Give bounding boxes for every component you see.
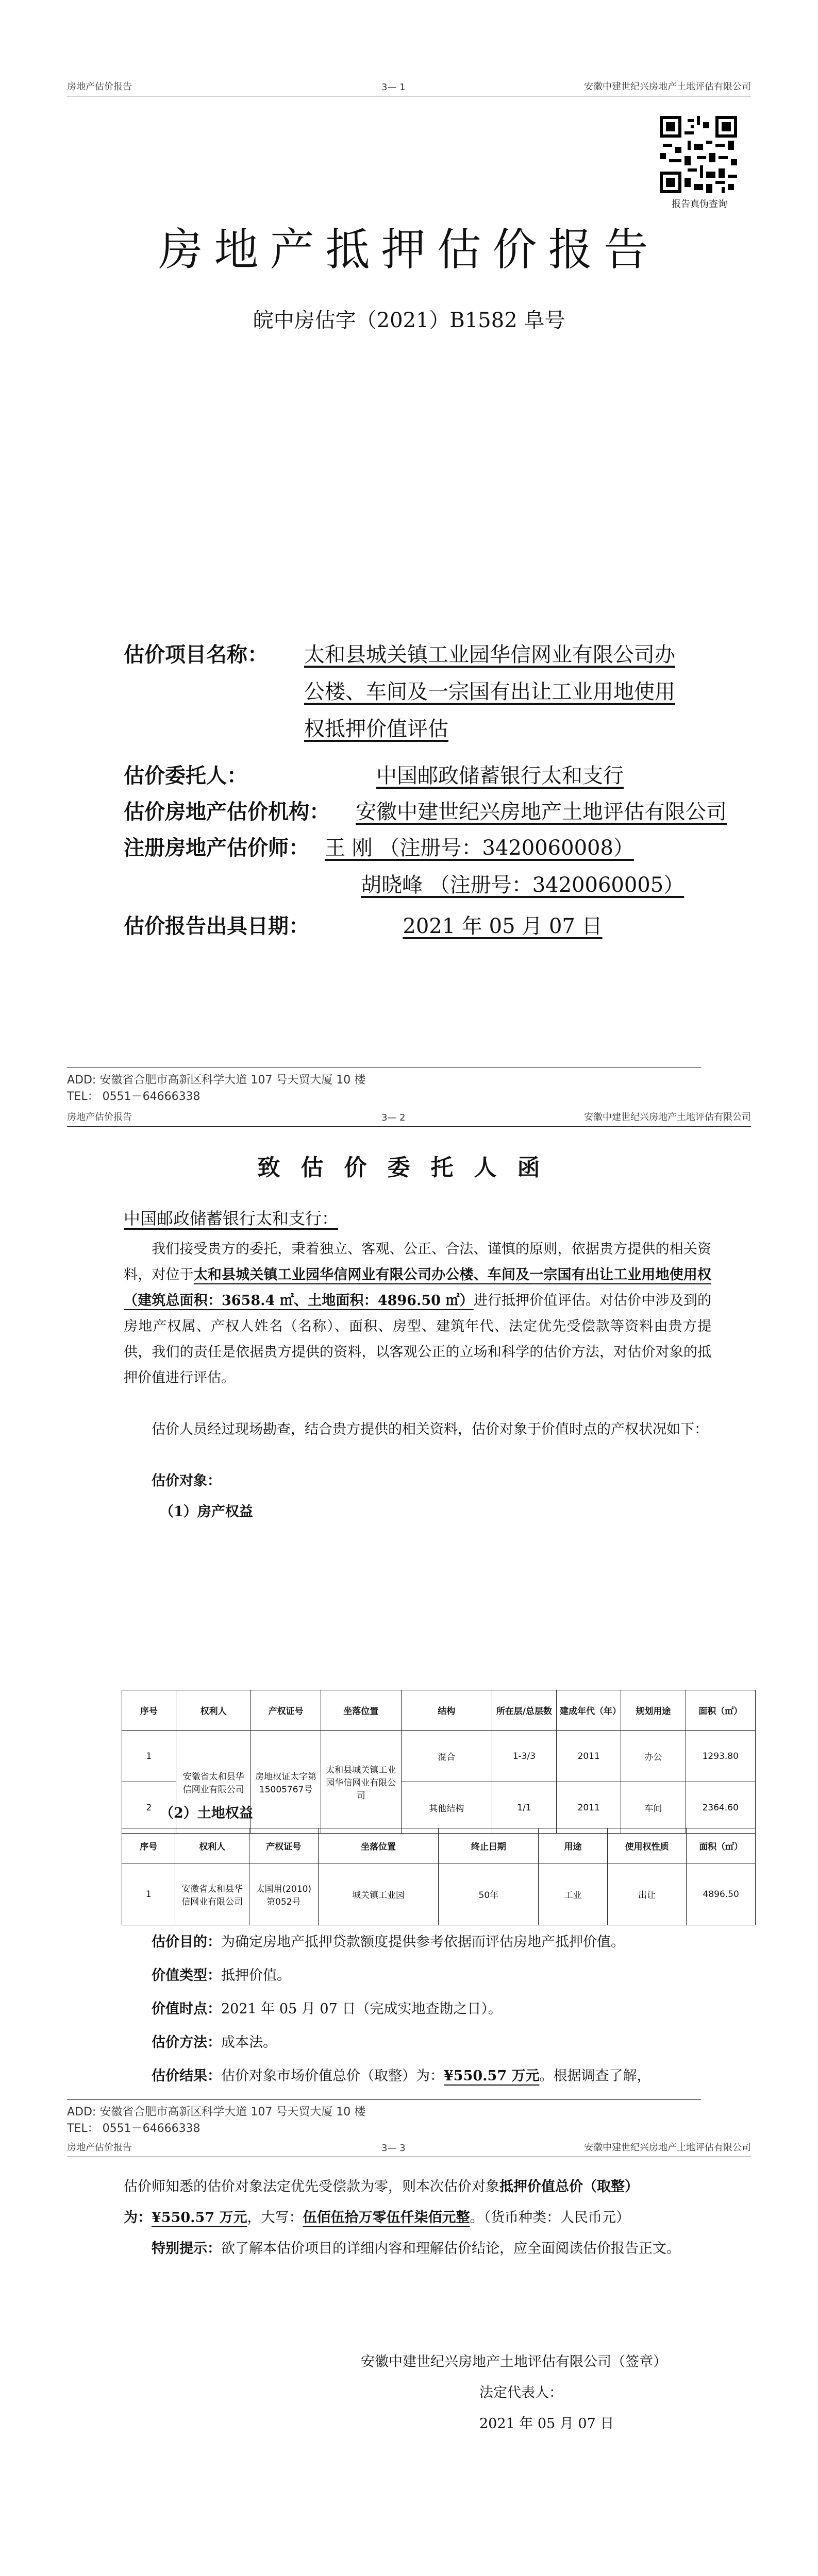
table-cell: 2011 (557, 1731, 621, 1782)
table-cell: 车间 (621, 1782, 686, 1834)
table-row (122, 1863, 756, 1925)
table-cell: 房地权证太字第15005767号 (251, 1731, 321, 1834)
table-cell: 1 (122, 1731, 176, 1782)
table-header: 面积（㎡） (686, 1690, 755, 1731)
purpose-line: 估价目的：为确定房地产抵押贷款额度提供参考依据而评估房地产抵押价值。 (152, 1934, 625, 1950)
footer-address: ADD: 安徽省合肥市高新区科学大道 107 号天贸大厦 10 楼 (67, 2106, 366, 2119)
page-footer (67, 1067, 701, 1105)
signer-company: 安徽中建世纪兴房地产土地评估有限公司（签章） (361, 2354, 667, 2370)
project-name-line3: 权抵押价值评估 (304, 717, 448, 741)
report-title: 房地产抵押估价报告 (158, 224, 660, 276)
qr-caption: 报告真伪查询 (672, 199, 727, 210)
appraiser-2: 胡晓峰 （注册号：3420060005） (361, 873, 685, 897)
mortgage-value-line-2: 为：¥550.57 万元，大写：伍佰伍拾万零伍仟柒佰元整。（货币种类：人民币元） (124, 2210, 630, 2226)
table-cell: 城关镇工业园 (318, 1863, 439, 1925)
legal-representative: 法定代表人： (479, 2385, 563, 2401)
value-type-line: 价值类型：抵押价值。 (152, 1968, 291, 1984)
appraiser-1: 王 刚 （注册号：3420060008） (325, 836, 634, 860)
letter-paragraph-2: 估价人员经过现场勘查，结合贵方提供的相关资料，估价对象于价值时点的产权状况如下： (152, 1421, 708, 1437)
table-cell: 太国用(2010)第052号 (249, 1863, 318, 1925)
client-value: 中国邮政储蓄银行太和支行 (376, 764, 624, 788)
table-cell: 安徽省太和县华信网业有限公司 (176, 1731, 251, 1834)
page-header (67, 2138, 751, 2157)
table-cell: 其他结构 (401, 1782, 492, 1834)
appraiser-label: 注册房地产估价师： (124, 836, 309, 860)
sign-date: 2021 年 05 月 07 日 (479, 2416, 614, 2432)
table-cell: 混合 (401, 1731, 492, 1782)
header-right: 安徽中建世纪兴房地产土地评估有限公司 (584, 2142, 751, 2153)
header-left: 房地产估价报告 (67, 2142, 132, 2153)
table-header: 序号 (122, 1828, 175, 1863)
table-cell: 2 (122, 1782, 176, 1834)
header-page-number: 3— 3 (381, 2143, 406, 2154)
issue-date-value: 2021 年 05 月 07 日 (403, 914, 603, 938)
table-header: 权利人 (176, 1690, 251, 1731)
table-header: 使用权性质 (607, 1828, 687, 1863)
mortgage-value-line-1: 估价师知悉的估价对象法定优先受偿款为零，则本次估价对象抵押价值总价（取整） (124, 2179, 639, 2195)
table-header: 建成年代（年） (557, 1690, 621, 1731)
table-header: 产权证号 (251, 1690, 321, 1731)
footer-address: ADD: 安徽省合肥市高新区科学大道 107 号天贸大厦 10 楼 (67, 1074, 366, 1087)
header-right: 安徽中建世纪兴房地产土地评估有限公司 (584, 81, 751, 92)
table-cell: 办公 (621, 1731, 686, 1782)
table-cell: 工业 (539, 1863, 608, 1925)
table-header: 序号 (122, 1690, 176, 1731)
project-name-label: 估价项目名称： (124, 642, 268, 667)
table-row (122, 1731, 756, 1782)
object-label: 估价对象： (152, 1473, 221, 1489)
table-cell: 出让 (607, 1863, 687, 1925)
letter-title: 致估价委托人函 (257, 1155, 561, 1181)
issue-date-label: 估价报告出具日期： (124, 914, 309, 938)
agency-label: 估价房地产估价机构： (124, 800, 330, 824)
table-header: 面积（㎡） (687, 1828, 756, 1863)
letter-addressee: 中国邮政储蓄银行太和支行： (124, 1209, 339, 1228)
table-cell: 1/1 (492, 1782, 556, 1834)
footer-tel: TEL： 0551－64666338 (67, 2122, 201, 2135)
page-header (67, 1108, 751, 1127)
agency-value: 安徽中建世纪兴房地产土地评估有限公司 (356, 800, 727, 824)
document-number: 皖中房估字（2021）B1582 阜号 (253, 309, 565, 332)
table-cell: 安徽省太和县华信网业有限公司 (175, 1863, 249, 1925)
table-cell: 2011 (557, 1782, 621, 1834)
table-header: 所在层/总层数 (492, 1690, 556, 1731)
special-note: 特别提示：欲了解本估价项目的详细内容和理解估价结论，应全面阅读估价报告正文。 (152, 2241, 680, 2257)
header-left: 房地产估价报告 (67, 81, 132, 92)
table-header: 用途 (539, 1828, 608, 1863)
header-page-number: 3— 1 (381, 82, 406, 93)
table-header: 坐落位置 (321, 1690, 401, 1731)
value-time-line: 价值时点：2021 年 05 月 07 日（完成实地查勘之日）。 (152, 2001, 502, 2017)
header-right: 安徽中建世纪兴房地产土地评估有限公司 (584, 1112, 751, 1123)
table-cell: 太和县城关镇工业园华信网业有限公司 (321, 1731, 401, 1834)
header-left: 房地产估价报告 (67, 1112, 132, 1123)
project-name-line1: 太和县城关镇工业园华信网业有限公司办 (304, 643, 675, 667)
table-cell: 2364.60 (686, 1782, 755, 1834)
result-line: 估价结果：估价对象市场价值总价（取整）为：¥550.57 万元。根据调查了解， (152, 2068, 651, 2084)
page-footer (67, 2099, 701, 2137)
letter-paragraph-1: 我们接受贵方的委托，秉着独立、客观、公正、合法、谨慎的原则，依据贵方提供的相关资料，对位于太和县城关镇工业园华信网业有限公司办公楼、车间及一宗国有出让工业用地使用权（建筑总面积：3658.4 ㎡、土地面积：4896.50 ㎡）进行抵押价值评估。对估价中涉及到的房地产权属、产权人姓名（名称）、面积、房型、建筑年代、法定优先受偿款等资料由贵方提供，我们的责任是依据贵方提供的资料，以客观公正的立场和科学的估价方法，对估价对象的抵押价值进行评估。 (124, 1241, 712, 1386)
client-label: 估价委托人： (124, 764, 247, 788)
table-header: 产权证号 (249, 1828, 318, 1863)
page-header (67, 77, 751, 96)
table-cell: 1293.80 (686, 1731, 755, 1782)
qr-code-icon (660, 116, 737, 193)
table-cell: 4896.50 (687, 1863, 756, 1925)
header-page-number: 3— 2 (381, 1112, 406, 1123)
table-header: 坐落位置 (318, 1828, 439, 1863)
table-header: 终止日期 (439, 1828, 539, 1863)
table-header: 规划用途 (621, 1690, 686, 1731)
table-header-row (122, 1690, 756, 1731)
table-cell: 50年 (439, 1863, 539, 1925)
method-line: 估价方法：成本法。 (152, 2035, 277, 2050)
house-rights-label: （1）房产权益 (160, 1504, 253, 1520)
table-cell: 1 (122, 1863, 175, 1925)
project-name-line2: 公楼、车间及一宗国有出让工业用地使用 (304, 680, 675, 704)
table-header: 结构 (401, 1690, 492, 1731)
footer-tel: TEL： 0551－64666338 (67, 1090, 201, 1103)
table-cell: 1-3/3 (492, 1731, 556, 1782)
table-header-row (122, 1828, 756, 1863)
land-rights-table (122, 1828, 756, 1925)
table-header: 权利人 (175, 1828, 249, 1863)
land-rights-label: （2）土地权益 (160, 1805, 253, 1821)
